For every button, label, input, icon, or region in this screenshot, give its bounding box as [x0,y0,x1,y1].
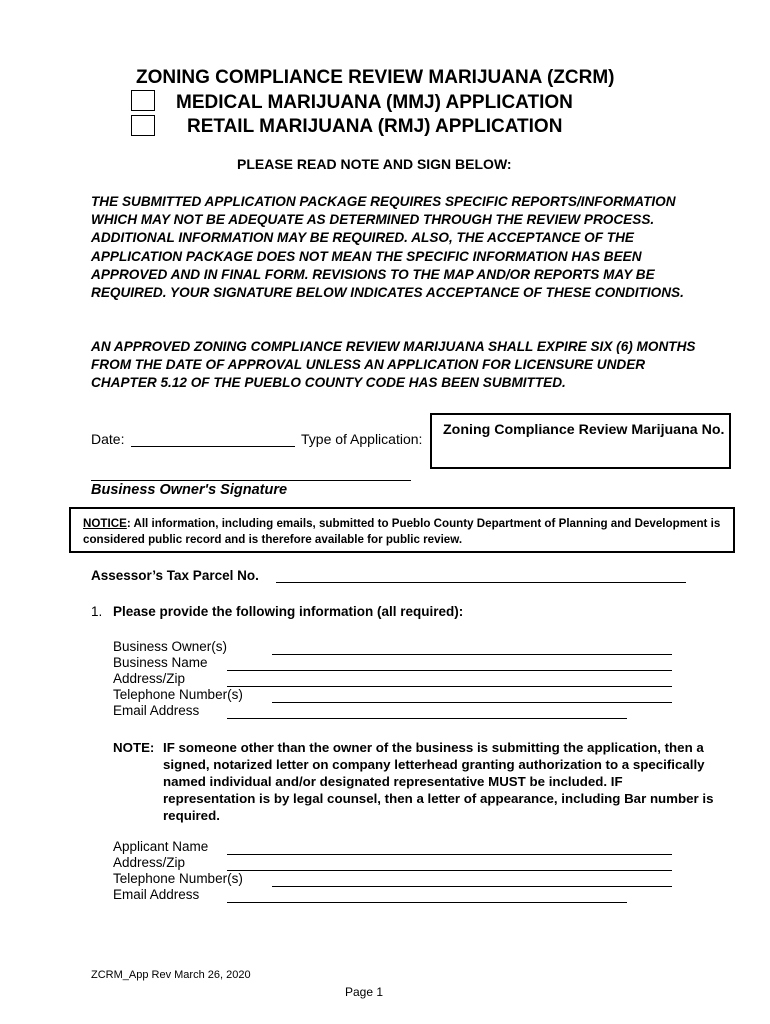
applicant-email-label: Email Address [113,887,200,902]
rmj-option-label: RETAIL MARIJUANA (RMJ) APPLICATION [187,116,563,137]
business-email-field[interactable] [227,718,627,719]
zcrm-number-box[interactable] [430,413,731,469]
business-name-label: Business Name [113,655,208,670]
business-email-label: Email Address [113,703,200,718]
business-phone-field[interactable] [272,702,672,703]
parcel-label: Assessor’s Tax Parcel No. [91,568,259,583]
applicant-address-field[interactable] [227,870,672,871]
business-owner-label: Business Owner(s) [113,639,228,654]
business-owner-field[interactable] [272,654,672,655]
zcrm-number-label: Zoning Compliance Review Marijuana No. [443,422,725,438]
signature-label: Business Owner's Signature [91,482,288,498]
read-note-instruction: PLEASE READ NOTE AND SIGN BELOW: [237,156,512,172]
mmj-option-label: MEDICAL MARIJUANA (MMJ) APPLICATION [176,92,573,113]
notice-text: : All information, including emails, submitted to Pueblo County Department of Planning and Development is considered public record and is therefore available for public review. [83,517,721,546]
business-address-label: Address/Zip [113,671,186,686]
application-type-label: Type of Application: [301,431,423,447]
business-name-field[interactable] [227,670,672,671]
applicant-address-label: Address/Zip [113,855,186,870]
mmj-checkbox[interactable] [131,90,155,111]
date-field[interactable] [131,446,295,447]
conditions-paragraph: THE SUBMITTED APPLICATION PACKAGE REQUIRES SPECIFIC REPORTS/INFORMATION WHICH MAY NOT BE ADEQUATE AS DETERMINED THROUGH THE REVIEW PROCESS. ADDITIONAL INFORMATION MAY BE REQUIRED. ALSO, THE ACCEPTANCE OF THE APPLICATION PACKAGE DOES NOT MEAN THE SPECIFIC INFORMATION HAS BEEN APPROVED AND IN FINAL FORM. REVISIONS TO THE MAP AND/OR REPORTS MAY BE REQUIRED. YOUR SIGNATURE BELOW INDICATES ACCEPTANCE OF THESE CONDITIONS. [91,194,684,301]
applicant-phone-field[interactable] [272,886,672,887]
signature-line[interactable] [91,480,411,481]
parcel-field[interactable] [276,582,686,583]
section-heading: Please provide the following information (all required): [113,604,464,619]
section-number: 1. [91,604,103,619]
page-number: Page 1 [345,985,384,999]
note-label: NOTE: [113,740,155,755]
applicant-email-field[interactable] [227,902,627,903]
rmj-checkbox[interactable] [131,115,155,136]
notice-label: NOTICE [83,517,127,530]
business-address-field[interactable] [227,686,672,687]
public-record-notice [69,507,735,553]
date-label: Date: [91,431,125,447]
business-phone-label: Telephone Number(s) [113,687,243,702]
applicant-name-field[interactable] [227,854,672,855]
applicant-name-label: Applicant Name [113,839,209,854]
applicant-phone-label: Telephone Number(s) [113,871,243,886]
revision-date: ZCRM_App Rev March 26, 2020 [91,969,251,981]
expiry-paragraph: AN APPROVED ZONING COMPLIANCE REVIEW MARIJUANA SHALL EXPIRE SIX (6) MONTHS FROM THE DATE OF APPROVAL UNLESS AN APPLICATION FOR LICENSURE UNDER CHAPTER 5.12 OF THE PUEBLO COUNTY CODE HAS BEEN SUBMITTED. [91,339,696,391]
note-text: IF someone other than the owner of the business is submitting the application, then a signed, notarized letter on company letterhead granting authorization to a specifically named individual and/or designated representative MUST be included. IF representation is by legal counsel, then a letter of appearance, including Bar number is required. [163,740,714,823]
form-title: ZONING COMPLIANCE REVIEW MARIJUANA (ZCRM) [136,67,615,88]
